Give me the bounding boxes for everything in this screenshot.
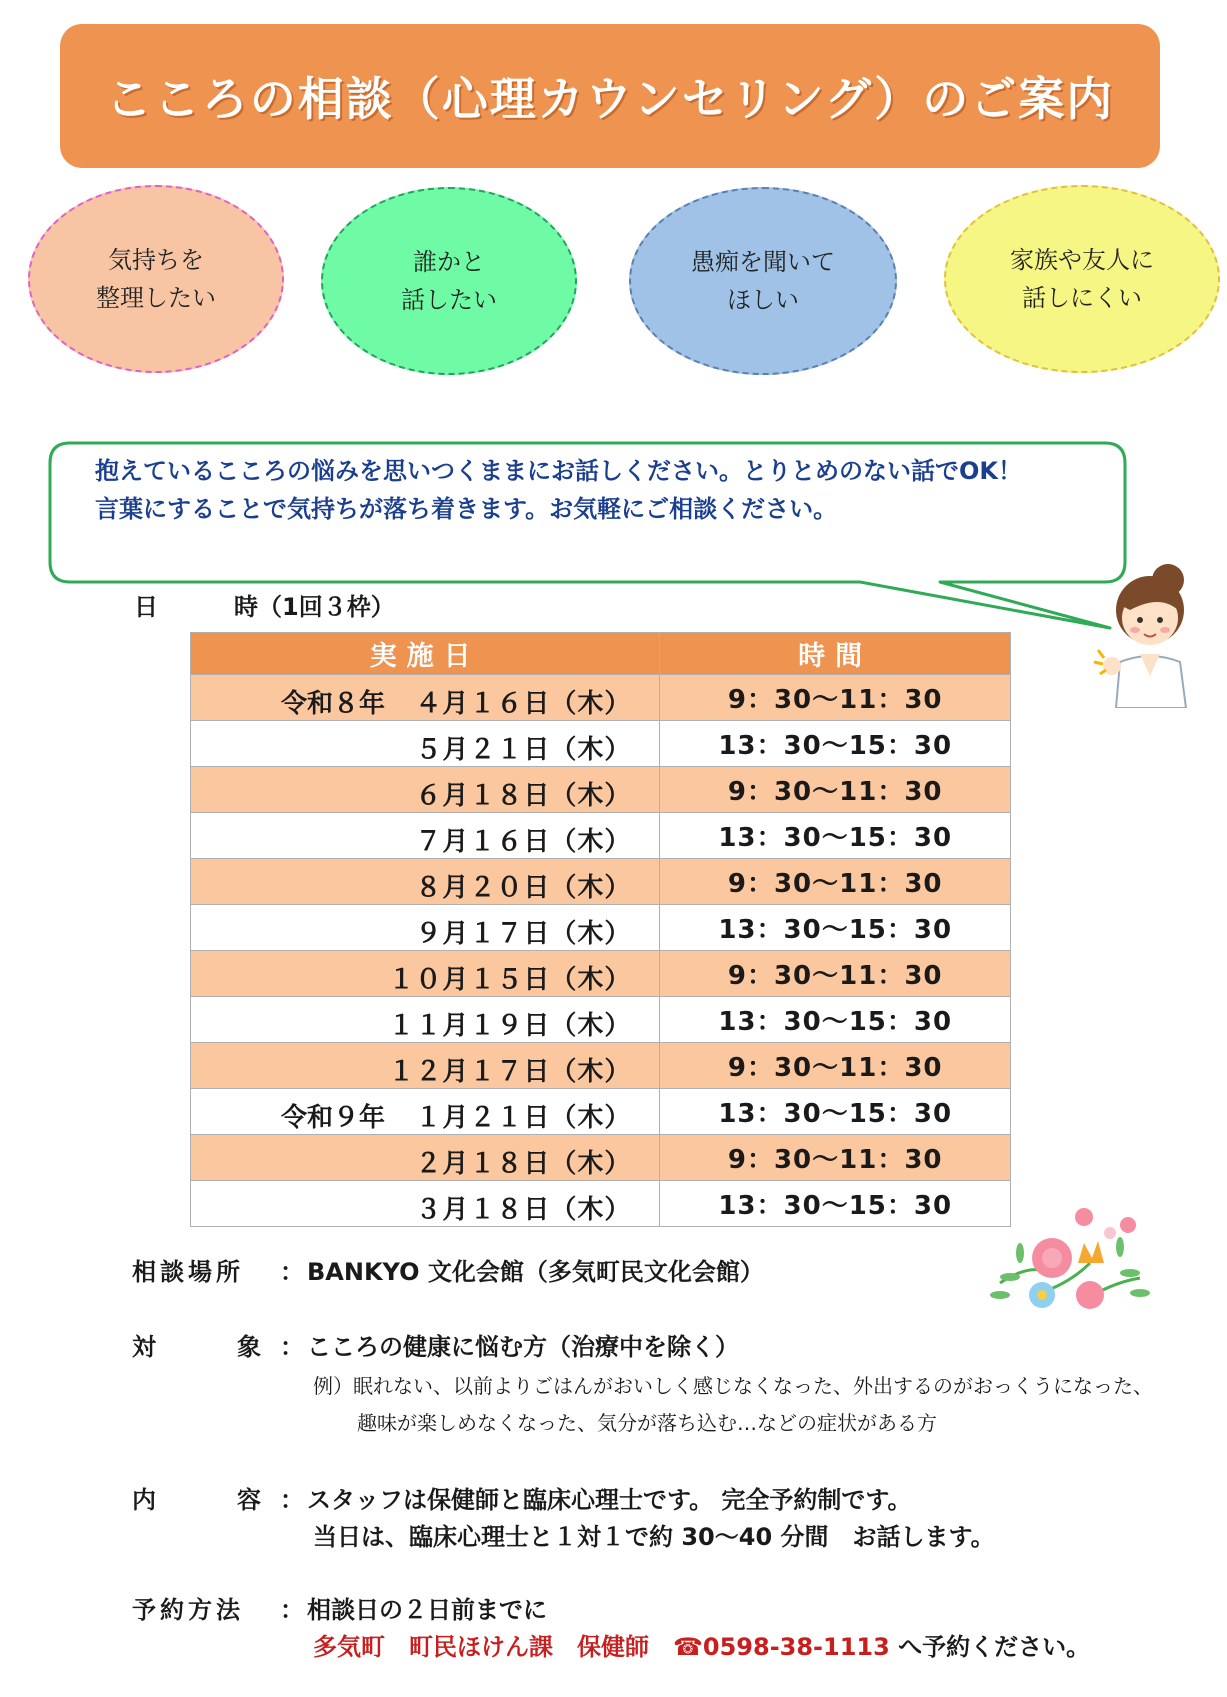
schedule-table xyxy=(190,632,1011,1227)
content-line-2: 当日は、臨床心理士と１対１で約 30〜40 分間 お話します。 xyxy=(313,1523,995,1551)
date-label: ４月１６日（木） xyxy=(415,689,632,719)
content-colon: ： xyxy=(280,1486,304,1514)
reservation-contact: 多気町 町民ほけん課 保健師 ☎0598-38-1113 xyxy=(313,1633,890,1661)
date-cell xyxy=(191,1089,660,1135)
reservation-line-1: 相談日の２日前までに xyxy=(307,1596,547,1624)
time-cell: 9：30〜11：30 xyxy=(660,859,1011,905)
target-label-a: 対 xyxy=(132,1333,160,1361)
bubble-text: 誰かと 話したい xyxy=(401,248,497,314)
date-cell xyxy=(191,813,660,859)
table-row xyxy=(191,1135,1011,1181)
date-cell xyxy=(191,1135,660,1181)
speech-line-2: 言葉にすることで気持ちが落ち着きます。お気軽にご相談ください。 xyxy=(95,495,838,523)
flower-illustration xyxy=(980,1203,1160,1323)
reservation-label: 予約方法 xyxy=(132,1596,244,1624)
content-label-b: 容 xyxy=(237,1486,265,1514)
time-cell: 13：30〜15：30 xyxy=(660,905,1011,951)
content-label-a: 内 xyxy=(132,1486,160,1514)
target-value: こころの健康に悩む方（治療中を除く） xyxy=(307,1333,739,1361)
date-label: ３月１８日（木） xyxy=(415,1195,632,1225)
bubble-text: 気持ちを 整理したい xyxy=(96,246,216,312)
date-cell xyxy=(191,675,660,721)
header-date: 実施日 xyxy=(191,633,660,675)
date-label: １１月１９日（木） xyxy=(388,1011,632,1041)
era-label: 令和８年 xyxy=(281,689,386,719)
schedule-label-right: 時（1回３枠） xyxy=(234,593,395,621)
speech-line-1: 抱えているこころの悩みを思いつくままにお話しください。とりとめのない話でOK！ xyxy=(95,457,1022,485)
time-cell: 13：30〜15：30 xyxy=(660,1181,1011,1227)
header-time: 時間 xyxy=(660,633,1011,675)
table-row xyxy=(191,997,1011,1043)
date-label: ６月１８日（木） xyxy=(415,781,632,811)
time-cell: 13：30〜15：30 xyxy=(660,1089,1011,1135)
place-label: 相談場所 xyxy=(132,1258,244,1286)
date-cell xyxy=(191,1043,660,1089)
target-label-b: 象 xyxy=(237,1333,265,1361)
table-row xyxy=(191,767,1011,813)
table-header-row xyxy=(191,633,1011,675)
date-cell xyxy=(191,721,660,767)
date-label: ２月１８日（木） xyxy=(415,1149,632,1179)
bubble-text: 愚痴を聞いて ほしい xyxy=(691,248,835,314)
speech-balloon xyxy=(0,0,1227,680)
time-cell: 9：30〜11：30 xyxy=(660,675,1011,721)
time-cell: 9：30〜11：30 xyxy=(660,951,1011,997)
time-cell: 9：30〜11：30 xyxy=(660,767,1011,813)
time-cell: 13：30〜15：30 xyxy=(660,997,1011,1043)
reservation-contact-row xyxy=(313,1627,1090,1662)
reservation-suffix: へ予約ください。 xyxy=(898,1633,1091,1661)
date-label: ５月２１日（木） xyxy=(415,735,632,765)
date-label: １月２１日（木） xyxy=(415,1103,632,1133)
table-row xyxy=(191,905,1011,951)
date-label: ７月１６日（木） xyxy=(415,827,632,857)
time-cell: 13：30〜15：30 xyxy=(660,721,1011,767)
table-row xyxy=(191,675,1011,721)
table-row xyxy=(191,1181,1011,1227)
nurse-illustration xyxy=(1090,558,1210,708)
date-cell xyxy=(191,997,660,1043)
time-cell: 9：30〜11：30 xyxy=(660,1043,1011,1089)
content-line-1: スタッフは保健師と臨床心理士です。 完全予約制です。 xyxy=(307,1486,912,1514)
place-value: BANKYO 文化会館（多気町民文化会館） xyxy=(307,1258,764,1286)
target-example-2: 趣味が楽しめなくなった、気分が落ち込む…などの症状がある方 xyxy=(357,1411,937,1435)
date-cell xyxy=(191,951,660,997)
reservation-colon: ： xyxy=(280,1596,304,1624)
table-row xyxy=(191,721,1011,767)
date-label: ８月２０日（木） xyxy=(415,873,632,903)
table-row xyxy=(191,951,1011,997)
speech-message xyxy=(95,452,1095,528)
date-cell xyxy=(191,905,660,951)
date-cell xyxy=(191,1181,660,1227)
time-cell: 9：30〜11：30 xyxy=(660,1135,1011,1181)
era-label: 令和９年 xyxy=(281,1103,386,1133)
date-label: １２月１７日（木） xyxy=(388,1057,632,1087)
page-title: こころの相談（心理カウンセリング）のご案内 xyxy=(105,72,1115,126)
date-label: １０月１５日（木） xyxy=(388,965,632,995)
target-example-1: 例）眠れない、以前よりごはんがおいしく感じなくなった、外出するのがおっくうになった、 xyxy=(313,1374,1153,1398)
date-cell xyxy=(191,859,660,905)
date-label: ９月１７日（木） xyxy=(415,919,632,949)
time-cell: 13：30〜15：30 xyxy=(660,813,1011,859)
table-row xyxy=(191,1043,1011,1089)
table-row xyxy=(191,859,1011,905)
date-cell xyxy=(191,767,660,813)
target-colon: ： xyxy=(280,1333,304,1361)
bubble-text: 家族や友人に 話しにくい xyxy=(1010,246,1154,312)
place-colon: ： xyxy=(280,1258,304,1286)
table-row xyxy=(191,813,1011,859)
schedule-label-left: 日 xyxy=(134,593,158,621)
table-row xyxy=(191,1089,1011,1135)
